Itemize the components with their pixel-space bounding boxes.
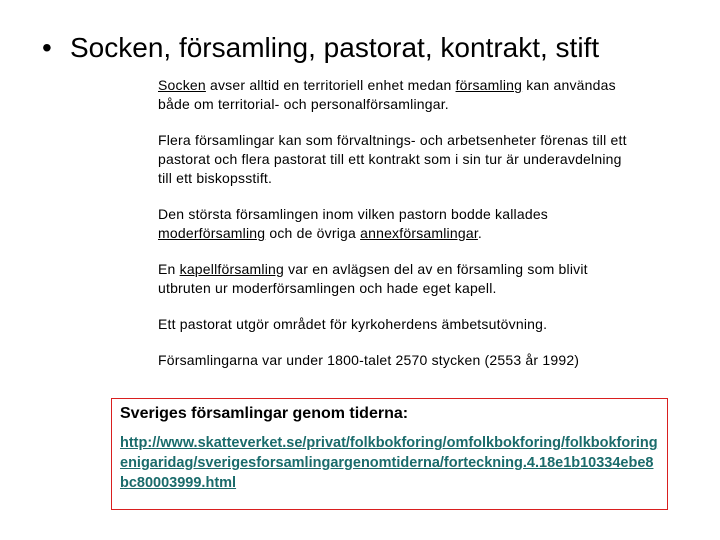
- paragraph-ambetsutovning: Ett pastorat utgör området för kyrkoherdens ämbetsutövning.: [158, 316, 548, 332]
- paragraph-text: var en avlägsen del av en församling som blivit utbruten ur moderförsamlingen och hade eget kapell.: [158, 261, 588, 296]
- term-kapellforsamling: kapellförsamling: [179, 261, 284, 277]
- paragraph-text: Den största församlingen inom vilken pastorn bodde kallades: [158, 206, 549, 222]
- term-forsamling: församling: [455, 77, 523, 93]
- slide-title: Socken, församling, pastorat, kontrakt, stift: [70, 32, 600, 63]
- paragraph-text: avser alltid en territoriell enhet medan: [205, 77, 456, 93]
- paragraph-kapellforsamling: [158, 260, 638, 298]
- reference-title: Sveriges församlingar genom tiderna:: [120, 405, 409, 422]
- reference-box: [111, 398, 668, 510]
- paragraph-text: och de övriga: [265, 225, 361, 241]
- term-annexforsamlingar: annexförsamlingar: [360, 225, 478, 241]
- paragraph-text: kan användas både om territorial- och personalförsamlingar.: [158, 77, 616, 112]
- reference-link[interactable]: http://www.skatteverket.se/privat/folkbokforing/omfolkbokforing/folkbokforingenigaridag/sverigesforsamlingargenomtiderna/forteckning.4.18e1b10334ebe8bc80003999.html: [120, 435, 658, 491]
- slide-title-row: [42, 30, 599, 66]
- bullet: •: [42, 32, 52, 63]
- term-moderforsamling: moderförsamling: [158, 225, 266, 241]
- paragraph-text: En: [158, 261, 180, 277]
- term-socken: Socken: [158, 77, 206, 93]
- paragraph-moderforsamling: [158, 205, 638, 243]
- slide-body: [158, 76, 638, 387]
- paragraph-socken: [158, 76, 638, 114]
- paragraph-pastorat: Flera församlingar kan som förvaltnings- och arbetsenheter förenas till ett pastorat och flera pastorat till ett kontrakt som i sin tur är underavdelning till ett biskopsstift.: [158, 132, 627, 186]
- paragraph-text: .: [477, 225, 483, 241]
- paragraph-antal: Församlingarna var under 1800-talet 2570 stycken (2553 år 1992): [158, 352, 580, 368]
